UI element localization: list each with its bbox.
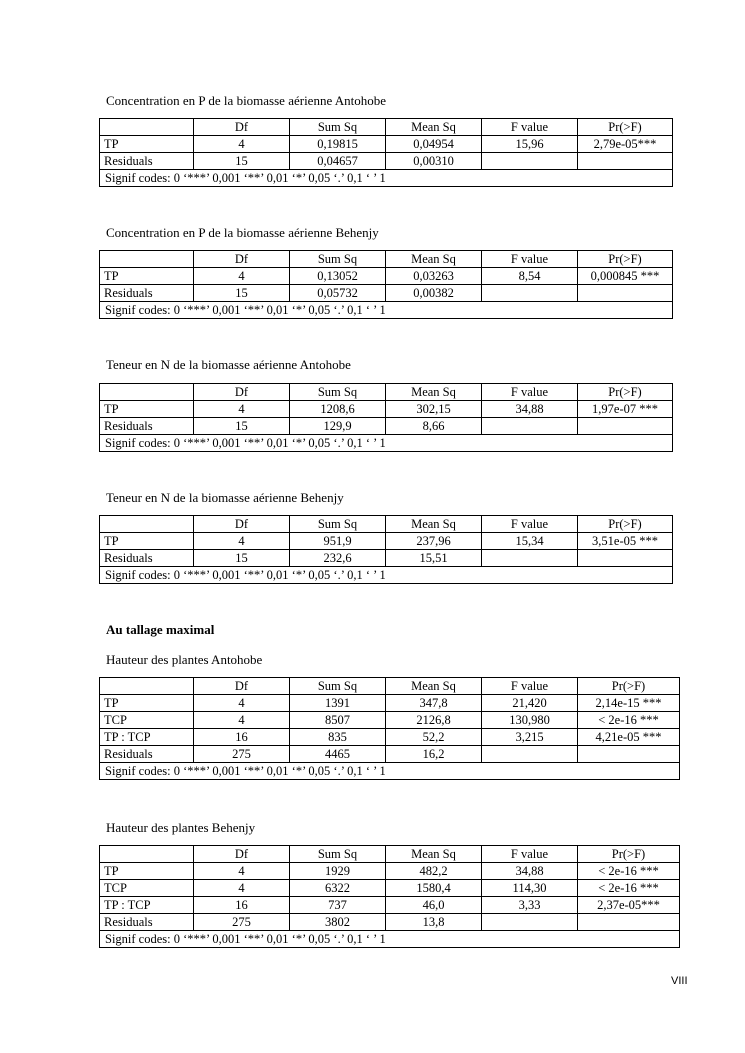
table-cell: < 2e-16 ***: [578, 880, 680, 897]
table-title: Teneur en N de la biomasse aérienne Behenjy: [106, 490, 344, 505]
column-header: Sum Sq: [290, 678, 386, 695]
table-row: [100, 418, 673, 435]
column-header: [100, 846, 194, 863]
table-cell: 4: [194, 533, 290, 550]
section-heading: Au tallage maximal: [106, 622, 215, 637]
table-cell: [482, 285, 578, 302]
table-cell: 4,21e-05 ***: [578, 729, 680, 746]
row-label: TP : TCP: [100, 897, 194, 914]
table-cell: 4465: [290, 746, 386, 763]
table-cell: [482, 746, 578, 763]
table-title: Concentration en P de la biomasse aérienne Antohobe: [106, 93, 387, 108]
signif-codes-row: [100, 302, 673, 319]
anova-table: [99, 845, 680, 948]
table-cell: 0,05732: [290, 285, 386, 302]
table-cell: 4: [194, 268, 290, 285]
table-title: Teneur en N de la biomasse aérienne Antohobe: [106, 357, 351, 372]
anova-table: [99, 383, 673, 452]
column-header: Sum Sq: [290, 846, 386, 863]
page-number: VIII: [671, 975, 688, 987]
row-label: Residuals: [100, 914, 194, 931]
row-label: TCP: [100, 712, 194, 729]
column-header: Sum Sq: [290, 384, 386, 401]
table-row: [100, 268, 673, 285]
column-header: F value: [482, 516, 578, 533]
table-cell: [578, 746, 680, 763]
table-cell: [578, 418, 673, 435]
table-cell: 0,13052: [290, 268, 386, 285]
table-cell: 15: [194, 153, 290, 170]
table-cell: 15: [194, 418, 290, 435]
column-header: [100, 384, 194, 401]
table-row: [100, 880, 680, 897]
table-row: [100, 897, 680, 914]
table-cell: 3,215: [482, 729, 578, 746]
table-cell: 0,000845 ***: [578, 268, 673, 285]
column-header: Pr(>F): [578, 516, 673, 533]
table-row: [100, 863, 680, 880]
column-header: Mean Sq: [386, 678, 482, 695]
table-title: Hauteur des plantes Antohobe: [106, 652, 263, 667]
column-header: Df: [194, 384, 290, 401]
table-cell: 2,37e-05***: [578, 897, 680, 914]
table-cell: 0,00310: [386, 153, 482, 170]
table-cell: 8,66: [386, 418, 482, 435]
column-header: Mean Sq: [386, 516, 482, 533]
column-header: F value: [482, 384, 578, 401]
row-label: Residuals: [100, 153, 194, 170]
column-header: Df: [194, 251, 290, 268]
column-header: Mean Sq: [386, 384, 482, 401]
column-header: Mean Sq: [386, 846, 482, 863]
table-cell: 52,2: [386, 729, 482, 746]
table-cell: 1929: [290, 863, 386, 880]
table-cell: 737: [290, 897, 386, 914]
anova-table: [99, 677, 680, 780]
table-cell: 15: [194, 550, 290, 567]
table-row: [100, 550, 673, 567]
anova-table: [99, 250, 673, 319]
signif-codes-row: [100, 931, 680, 948]
table-header-row: [100, 119, 673, 136]
table-cell: [578, 550, 673, 567]
table-cell: 1208,6: [290, 401, 386, 418]
column-header: F value: [482, 678, 578, 695]
table-cell: [482, 418, 578, 435]
row-label: TP: [100, 863, 194, 880]
signif-codes-row: [100, 435, 673, 452]
table-row: [100, 153, 673, 170]
table-cell: 3802: [290, 914, 386, 931]
anova-table-block: [99, 677, 680, 780]
table-cell: 6322: [290, 880, 386, 897]
table-cell: 1580,4: [386, 880, 482, 897]
column-header: [100, 678, 194, 695]
table-cell: 15: [194, 285, 290, 302]
table-cell: 129,9: [290, 418, 386, 435]
column-header: [100, 251, 194, 268]
table-cell: 16: [194, 729, 290, 746]
anova-table: [99, 118, 673, 187]
table-cell: [482, 153, 578, 170]
column-header: Df: [194, 516, 290, 533]
table-cell: [578, 914, 680, 931]
table-cell: 34,88: [482, 863, 578, 880]
table-cell: 8507: [290, 712, 386, 729]
table-cell: 0,00382: [386, 285, 482, 302]
column-header: Pr(>F): [578, 678, 680, 695]
row-label: TP: [100, 136, 194, 153]
column-header: Pr(>F): [578, 251, 673, 268]
table-cell: 347,8: [386, 695, 482, 712]
column-header: Df: [194, 119, 290, 136]
table-cell: 0,19815: [290, 136, 386, 153]
table-cell: 302,15: [386, 401, 482, 418]
table-header-row: [100, 251, 673, 268]
anova-table-block: [99, 250, 673, 319]
table-cell: 835: [290, 729, 386, 746]
column-header: Mean Sq: [386, 251, 482, 268]
column-header: Pr(>F): [578, 384, 673, 401]
table-cell: 8,54: [482, 268, 578, 285]
table-header-row: [100, 384, 673, 401]
column-header: [100, 516, 194, 533]
table-cell: 13,8: [386, 914, 482, 931]
anova-table-block: [99, 118, 673, 187]
signif-codes: Signif codes: 0 ‘***’ 0,001 ‘**’ 0,01 ‘*’ 0,05 ‘.’ 0,1 ‘ ’ 1: [100, 931, 680, 948]
table-row: [100, 285, 673, 302]
signif-codes-row: [100, 763, 680, 780]
column-header: F value: [482, 119, 578, 136]
table-cell: < 2e-16 ***: [578, 863, 680, 880]
table-row: [100, 401, 673, 418]
column-header: Mean Sq: [386, 119, 482, 136]
signif-codes: Signif codes: 0 ‘***’ 0,001 ‘**’ 0,01 ‘*’ 0,05 ‘.’ 0,1 ‘ ’ 1: [100, 302, 673, 319]
table-cell: 482,2: [386, 863, 482, 880]
table-cell: 4: [194, 880, 290, 897]
row-label: Residuals: [100, 418, 194, 435]
table-row: [100, 533, 673, 550]
column-header: Pr(>F): [578, 119, 673, 136]
table-cell: 15,34: [482, 533, 578, 550]
column-header: [100, 119, 194, 136]
table-cell: 34,88: [482, 401, 578, 418]
anova-table-block: [99, 383, 673, 452]
row-label: TP: [100, 533, 194, 550]
table-cell: 16,2: [386, 746, 482, 763]
table-title: Hauteur des plantes Behenjy: [106, 820, 256, 835]
table-cell: 237,96: [386, 533, 482, 550]
column-header: F value: [482, 251, 578, 268]
table-cell: 2,79e-05***: [578, 136, 673, 153]
column-header: Df: [194, 846, 290, 863]
anova-table-block: [99, 515, 673, 584]
row-label: Residuals: [100, 285, 194, 302]
column-header: Df: [194, 678, 290, 695]
table-cell: 21,420: [482, 695, 578, 712]
row-label: TP : TCP: [100, 729, 194, 746]
table-cell: 1,97e-07 ***: [578, 401, 673, 418]
table-cell: [482, 914, 578, 931]
table-cell: 4: [194, 695, 290, 712]
table-row: [100, 712, 680, 729]
row-label: TP: [100, 401, 194, 418]
table-cell: 2126,8: [386, 712, 482, 729]
anova-table: [99, 515, 673, 584]
table-cell: 46,0: [386, 897, 482, 914]
column-header: Sum Sq: [290, 251, 386, 268]
table-header-row: [100, 846, 680, 863]
column-header: Sum Sq: [290, 516, 386, 533]
table-cell: 3,33: [482, 897, 578, 914]
row-label: TP: [100, 268, 194, 285]
table-row: [100, 746, 680, 763]
signif-codes: Signif codes: 0 ‘***’ 0,001 ‘**’ 0,01 ‘*’ 0,05 ‘.’ 0,1 ‘ ’ 1: [100, 435, 673, 452]
row-label: TCP: [100, 880, 194, 897]
signif-codes: Signif codes: 0 ‘***’ 0,001 ‘**’ 0,01 ‘*’ 0,05 ‘.’ 0,1 ‘ ’ 1: [100, 567, 673, 584]
table-cell: 114,30: [482, 880, 578, 897]
signif-codes: Signif codes: 0 ‘***’ 0,001 ‘**’ 0,01 ‘*’ 0,05 ‘.’ 0,1 ‘ ’ 1: [100, 170, 673, 187]
table-cell: 4: [194, 401, 290, 418]
table-row: [100, 136, 673, 153]
table-cell: 4: [194, 712, 290, 729]
table-cell: 0,04657: [290, 153, 386, 170]
table-cell: [578, 153, 673, 170]
row-label: TP: [100, 695, 194, 712]
row-label: Residuals: [100, 746, 194, 763]
table-row: [100, 914, 680, 931]
signif-codes-row: [100, 170, 673, 187]
anova-table-block: [99, 845, 680, 948]
table-cell: [482, 550, 578, 567]
table-cell: 4: [194, 863, 290, 880]
column-header: Pr(>F): [578, 846, 680, 863]
table-cell: 275: [194, 914, 290, 931]
table-cell: 16: [194, 897, 290, 914]
table-header-row: [100, 678, 680, 695]
table-cell: < 2e-16 ***: [578, 712, 680, 729]
table-cell: 275: [194, 746, 290, 763]
table-cell: 0,04954: [386, 136, 482, 153]
table-cell: 2,14e-15 ***: [578, 695, 680, 712]
column-header: Sum Sq: [290, 119, 386, 136]
table-row: [100, 695, 680, 712]
signif-codes-row: [100, 567, 673, 584]
signif-codes: Signif codes: 0 ‘***’ 0,001 ‘**’ 0,01 ‘*’ 0,05 ‘.’ 0,1 ‘ ’ 1: [100, 763, 680, 780]
table-cell: 232,6: [290, 550, 386, 567]
table-cell: 15,51: [386, 550, 482, 567]
table-cell: 951,9: [290, 533, 386, 550]
row-label: Residuals: [100, 550, 194, 567]
table-cell: 3,51e-05 ***: [578, 533, 673, 550]
table-header-row: [100, 516, 673, 533]
column-header: F value: [482, 846, 578, 863]
table-title: Concentration en P de la biomasse aérienne Behenjy: [106, 225, 379, 240]
table-cell: 15,96: [482, 136, 578, 153]
table-row: [100, 729, 680, 746]
table-cell: 130,980: [482, 712, 578, 729]
table-cell: 0,03263: [386, 268, 482, 285]
table-cell: [578, 285, 673, 302]
table-cell: 1391: [290, 695, 386, 712]
table-cell: 4: [194, 136, 290, 153]
